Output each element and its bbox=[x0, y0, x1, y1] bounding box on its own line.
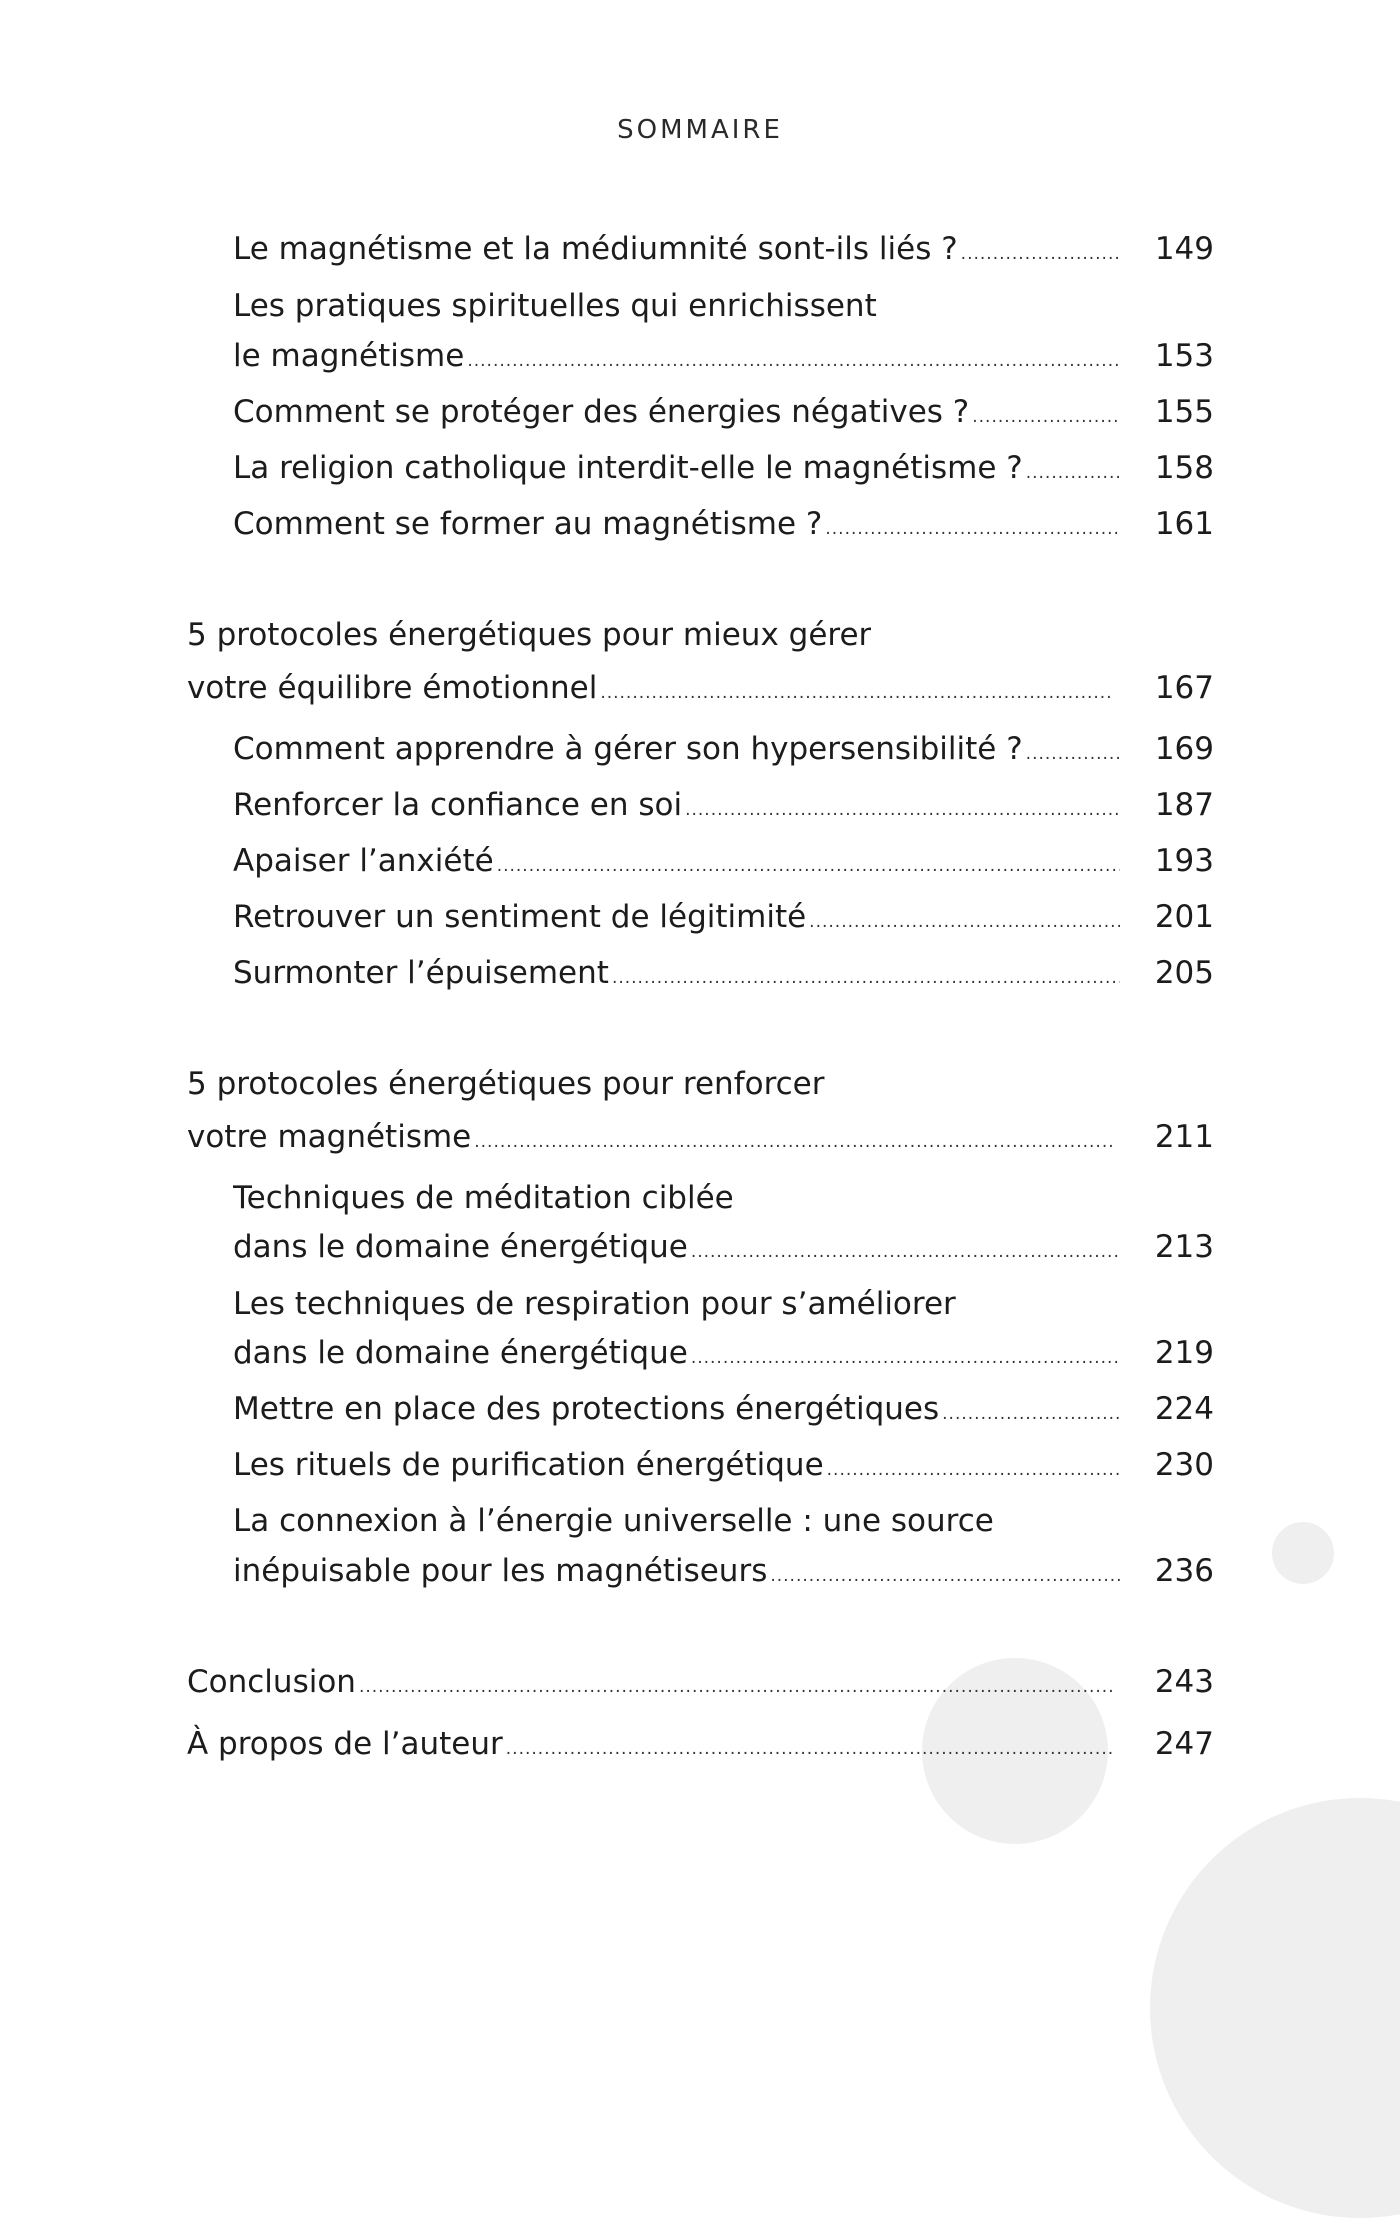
toc-page-number: 243 bbox=[1154, 1664, 1214, 1700]
dot-leader bbox=[825, 506, 1120, 547]
dot-leader bbox=[961, 231, 1120, 272]
dot-leader bbox=[770, 1553, 1120, 1594]
toc-section-title[interactable]: Conclusion ..... bbox=[187, 1659, 1113, 1705]
dot-leader bbox=[827, 1447, 1120, 1488]
toc-page-number: 187 bbox=[1154, 787, 1214, 823]
dot-leader bbox=[1026, 731, 1120, 772]
toc-page-number: 205 bbox=[1154, 955, 1214, 991]
toc-page-number: 230 bbox=[1154, 1447, 1214, 1483]
toc-page-number: 167 bbox=[1154, 670, 1214, 706]
toc-entry-title[interactable]: Techniques de méditation ciblée bbox=[233, 1180, 734, 1216]
dot-leader bbox=[474, 1119, 1113, 1160]
toc-entry-title[interactable]: Comment apprendre à gérer son hypersensibilité ? ..... bbox=[233, 726, 1120, 772]
toc-page-number: 213 bbox=[1154, 1229, 1214, 1265]
dot-leader bbox=[497, 843, 1120, 884]
toc-section-title[interactable]: 5 protocoles énergétiques pour renforcer bbox=[187, 1066, 825, 1102]
page-title: SOMMAIRE bbox=[617, 115, 783, 145]
dot-leader bbox=[691, 1335, 1120, 1376]
toc-page-number: 211 bbox=[1154, 1119, 1214, 1155]
dot-leader bbox=[467, 338, 1120, 379]
dot-leader bbox=[942, 1391, 1120, 1432]
dot-leader bbox=[685, 787, 1120, 828]
dot-leader bbox=[809, 899, 1120, 940]
toc-entry-title[interactable]: Renforcer la confiance en soi ..... bbox=[233, 782, 1120, 828]
toc-entry-title[interactable]: Les pratiques spirituelles qui enrichissent bbox=[233, 288, 877, 324]
toc-page-number: 224 bbox=[1154, 1391, 1214, 1427]
toc-entry-title[interactable]: La religion catholique interdit-elle le magnétisme ? ..... bbox=[233, 445, 1120, 491]
toc-entry-title[interactable]: Les rituels de purification énergétique ..... bbox=[233, 1442, 1120, 1488]
toc-entry-title[interactable]: Le magnétisme et la médiumnité sont-ils liés ? ..... bbox=[233, 226, 1120, 272]
toc-page-number: 161 bbox=[1154, 506, 1214, 542]
dot-leader bbox=[1026, 450, 1120, 491]
toc-entry-title-continued[interactable]: le magnétisme ..... bbox=[233, 333, 1120, 379]
toc-page-number: 219 bbox=[1154, 1335, 1214, 1371]
toc-page-number: 201 bbox=[1154, 899, 1214, 935]
dot-leader bbox=[506, 1726, 1113, 1767]
toc-entry-title[interactable]: Apaiser l’anxiété ..... bbox=[233, 838, 1120, 884]
dot-leader bbox=[691, 1229, 1120, 1270]
toc-entry-title[interactable]: Surmonter l’épuisement ..... bbox=[233, 950, 1120, 996]
toc-entry-title-continued[interactable]: dans le domaine énergétique ..... bbox=[233, 1330, 1120, 1376]
toc-page-number: 158 bbox=[1154, 450, 1214, 486]
toc-entry-title[interactable]: Mettre en place des protections énergétiques ..... bbox=[233, 1386, 1120, 1432]
dot-leader bbox=[359, 1664, 1113, 1705]
toc-section-title[interactable]: 5 protocoles énergétiques pour mieux gérer bbox=[187, 617, 872, 653]
toc-section-title[interactable]: À propos de l’auteur ..... bbox=[187, 1721, 1113, 1767]
toc-page-number: 155 bbox=[1154, 394, 1214, 430]
toc-page-number: 193 bbox=[1154, 843, 1214, 879]
toc-section-title-continued[interactable]: votre équilibre émotionnel ..... bbox=[187, 665, 1113, 711]
toc-section-title-continued[interactable]: votre magnétisme ..... bbox=[187, 1114, 1113, 1160]
toc-entry-title[interactable]: Comment se former au magnétisme ? ..... bbox=[233, 501, 1120, 547]
toc-entry-title[interactable]: Retrouver un sentiment de légitimité ..... bbox=[233, 894, 1120, 940]
toc-entry-title[interactable]: La connexion à l’énergie universelle : une source bbox=[233, 1503, 994, 1539]
toc-entry-title-continued[interactable]: inépuisable pour les magnétiseurs ..... bbox=[233, 1548, 1120, 1594]
toc-entry-title[interactable]: Comment se protéger des énergies négatives ? ..... bbox=[233, 389, 1120, 435]
toc-page-number: 236 bbox=[1154, 1553, 1214, 1589]
dot-leader bbox=[972, 394, 1120, 435]
toc-entry-title-continued[interactable]: dans le domaine énergétique ..... bbox=[233, 1224, 1120, 1270]
toc-page-number: 153 bbox=[1154, 338, 1214, 374]
toc-page-number: 169 bbox=[1154, 731, 1214, 767]
dot-leader bbox=[600, 670, 1113, 711]
toc-entry-title[interactable]: Les techniques de respiration pour s’améliorer bbox=[233, 1286, 956, 1322]
toc-page-number: 247 bbox=[1154, 1726, 1214, 1762]
dot-leader bbox=[612, 955, 1120, 996]
toc-page-number: 149 bbox=[1154, 231, 1214, 267]
